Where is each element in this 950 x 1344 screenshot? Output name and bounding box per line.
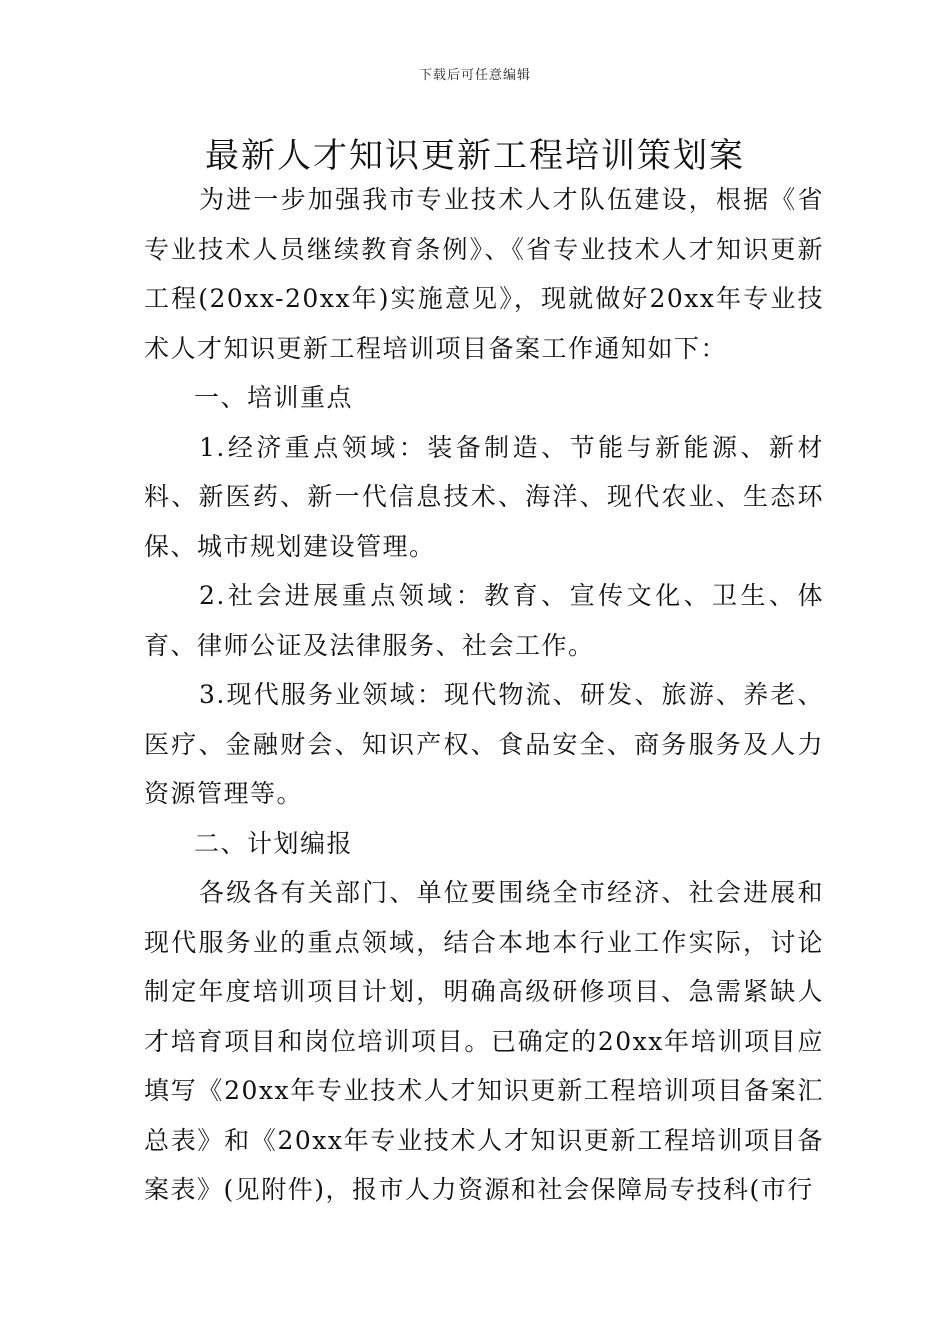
- focus-item-services: 3.现代服务业领域：现代物流、研发、旅游、养老、医疗、金融财会、知识产权、食品安全、商务服务及人力资源管理等。: [144, 680, 824, 808]
- focus-item-economy: 1.经济重点领域：装备制造、节能与新能源、新材料、新医药、新一代信息技术、海洋、现代农业、生态环保、城市规划建设管理。: [144, 432, 824, 561]
- page-header-note: 下载后可任意编辑: [418, 68, 531, 83]
- section-heading-training-focus: 一、培训重点: [194, 383, 354, 412]
- document-body: [144, 175, 824, 1215]
- focus-item-society: 2.社会进展重点领域：教育、宣传文化、卫生、体育、律师公证及法律服务、社会工作。: [144, 581, 824, 660]
- intro-paragraph: 为进一步加强我市专业技术人才队伍建设，根据《省专业技术人员继续教育条例》、《省专业技术人才知识更新工程(20xx-20xx年)实施意见》，现就做好20xx年专业技术人才知识更新工程培训项目备案工作通知如下：: [144, 185, 824, 363]
- document-title: 最新人才知识更新工程培训策划案: [205, 136, 745, 176]
- section-heading-plan-reporting: 二、计划编报: [194, 828, 354, 858]
- plan-reporting-paragraph: 各级各有关部门、单位要围绕全市经济、社会进展和现代服务业的重点领域，结合本地本行业工作实际，讨论制定年度培训项目计划，明确高级研修项目、急需紧缺人才培育项目和岗位培训项目。已确定的20xx年培训项目应填写《20xx年专业技术人才知识更新工程培训项目备案汇总表》和《20xx年专业技术人才知识更新工程培训项目备案表》(见附件)，报市人力资源和社会保障局专技科(市行: [144, 878, 824, 1204]
